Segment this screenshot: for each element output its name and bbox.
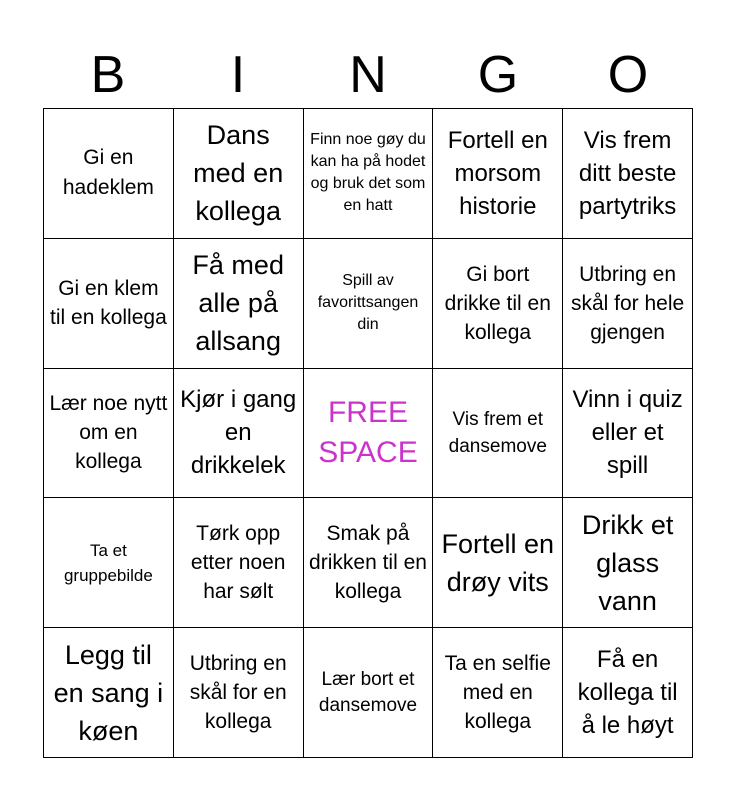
cell-text: Lær bort et dansemove [318,668,418,716]
header-letter-b: B [90,46,126,104]
bingo-cell[interactable] [304,628,434,758]
bingo-cell[interactable] [174,369,304,499]
bingo-cell[interactable] [304,239,434,369]
cell-text: Ta et gruppebilde [63,540,153,585]
bingo-cell[interactable] [433,369,563,499]
cell-text: Vis frem ditt beste partytriks [578,126,677,220]
cell-text: Vinn i quiz eller et spill [572,386,683,480]
cell-text: Vis frem et dansemove [448,408,547,457]
cell-text: Drikk et glass vann [581,509,674,616]
bingo-cell[interactable] [433,628,563,758]
cell-text: Gi en klem til en kollega [50,277,167,330]
bingo-cell[interactable] [563,369,693,499]
bingo-cell[interactable] [44,628,174,758]
bingo-cell[interactable] [433,498,563,628]
bingo-cell[interactable] [44,369,174,499]
bingo-cell[interactable] [174,498,304,628]
bingo-cell[interactable] [433,239,563,369]
bingo-cell[interactable] [304,109,434,239]
cell-text: Gi en hadeklem [62,146,154,200]
header-letter-o: O [607,46,649,104]
cell-text: Tørk opp etter noen har sølt [190,522,286,604]
cell-text: Fortell en drøy vits [441,528,555,597]
cell-text: Lær noe nytt om en kollega [49,392,168,474]
bingo-header [43,42,693,108]
bingo-cell[interactable] [563,239,693,369]
bingo-cell[interactable] [433,109,563,239]
cell-text: Smak på drikken til en kollega [309,522,427,604]
bingo-cell[interactable] [44,109,174,239]
cell-text: Utbring en skål for hele gjengen [570,262,685,344]
cell-text: Ta en selfie med en kollega [444,652,551,734]
cell-text: Få med alle på allsang [192,250,284,357]
cell-text: Kjør i gang en drikkelek [180,386,297,480]
bingo-cell[interactable] [563,109,693,239]
cell-text: Legg til en sang i køen [53,639,164,746]
bingo-cell[interactable] [563,498,693,628]
bingo-cell[interactable] [44,239,174,369]
bingo-cell[interactable] [174,109,304,239]
free-space-label: FREE SPACE [318,395,418,469]
bingo-cell[interactable] [44,498,174,628]
header-letter-g: G [477,46,519,104]
cell-text: Dans med en kollega [193,120,284,227]
bingo-cell[interactable] [563,628,693,758]
cell-text: Spill av favorittsangen din [317,272,419,334]
bingo-cell[interactable] [304,498,434,628]
cell-text: Fortell en morsom historie [447,126,548,220]
bingo-cell[interactable] [174,628,304,758]
cell-text: Få en kollega til å le høyt [577,646,678,740]
bingo-grid [43,108,693,758]
cell-text: Finn noe gøy du kan ha på hodet og bruk det som en hatt [310,131,426,215]
cell-text: Utbring en skål for en kollega [189,652,287,734]
cell-text: Gi bort drikke til en kollega [444,262,551,344]
header-letter-i: I [230,46,246,104]
bingo-cell[interactable] [174,239,304,369]
header-letter-n: N [349,46,387,104]
free-space-cell[interactable] [304,369,434,499]
